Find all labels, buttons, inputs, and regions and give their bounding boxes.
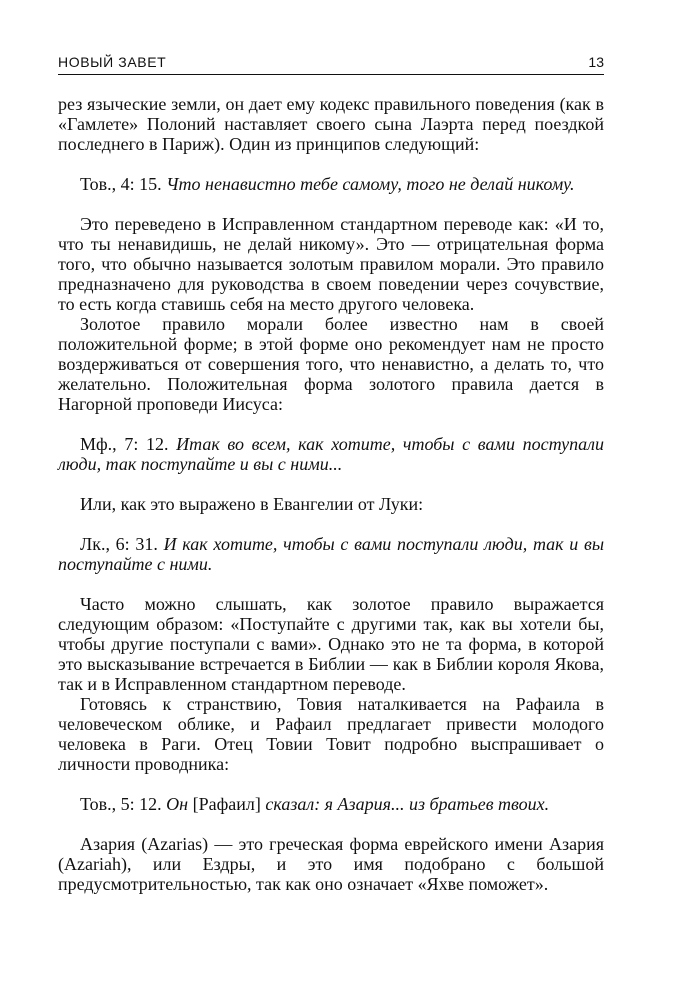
quote-tobit-5-12 bbox=[58, 794, 604, 814]
quote-reference: Лк., 6: 31. bbox=[80, 534, 158, 554]
page-body bbox=[58, 94, 604, 894]
quote-reference: Тов., 5: 12. bbox=[80, 794, 162, 814]
paragraph-2: Это переведено в Исправленном стандартном переводе как: «И то, что ты ненавидишь, не делай никому». Это — отрицательная форма того, что обычно называется золотым правилом морали. Это правило предназначено для руководства в своем поведении через сочувствие, то есть когда ставишь себя на место другого человека. bbox=[58, 214, 604, 314]
quote-tobit-4-15 bbox=[58, 174, 604, 194]
quote-text-part-2: сказал: я Азария... из братьев твоих. bbox=[265, 794, 550, 814]
quote-matthew-7-12 bbox=[58, 434, 604, 474]
paragraph-4: Или, как это выражено в Евангелии от Луки: bbox=[80, 494, 424, 514]
running-title: НОВЫЙ ЗАВЕТ bbox=[58, 54, 167, 70]
paragraph-7: Азария (Azarias) — это греческая форма еврейского имени Азария (Azariah), или Ездры, и это имя подобрано с большой предусмотрительностью, так как оно означает «Яхве поможет». bbox=[58, 834, 604, 894]
quote-text-part-1: Он bbox=[166, 794, 189, 814]
paragraph-6: Готовясь к странствию, Товия наталкивается на Рафаила в человеческом облике, и Рафаил предлагает привести молодого человека в Раги. Отец Товии Товит подробно выспрашивает о личности проводника: bbox=[58, 694, 604, 774]
quote-luke-6-31 bbox=[58, 534, 604, 574]
running-header bbox=[58, 52, 604, 75]
quote-text: Итак во всем, как хотите, чтобы с вами поступали люди, так поступайте и вы с ними... bbox=[58, 434, 604, 474]
paragraph-5: Часто можно слышать, как золотое правило выражается следующим образом: «Поступайте с другими так, как вы хотели бы, чтобы другие поступали с вами». Однако это не та форма, в которой это высказывание встречается в Библии — как в Библии короля Якова, так и в Исправленном стандартном переводе. bbox=[58, 594, 604, 694]
paragraph-1: рез языческие земли, он дает ему кодекс правильного поведения (как в «Гамлете» Полоний наставляет своего сына Лаэрта перед поездкой последнего в Париж). Один из принципов следующий: bbox=[58, 94, 604, 154]
quote-reference: Тов., 4: 15. bbox=[80, 174, 162, 194]
quote-text: Что ненавистно тебе самому, того не делай никому. bbox=[166, 174, 575, 194]
quote-text: И как хотите, чтобы с вами поступали люди, так и вы поступайте с ними. bbox=[58, 534, 605, 574]
paragraph-3: Золотое правило морали более известно нам в своей положительной форме; в этой форме оно рекомендует нам не просто воздерживаться от совершения того, что ненавистно, а делать то, что желательно. Положительная форма золотого правила дается в Нагорной проповеди Иисуса: bbox=[58, 314, 604, 414]
quote-reference: Мф., 7: 12. bbox=[80, 434, 169, 454]
quote-bracket-note: [Рафаил] bbox=[192, 794, 261, 814]
page-number: 13 bbox=[588, 54, 604, 70]
